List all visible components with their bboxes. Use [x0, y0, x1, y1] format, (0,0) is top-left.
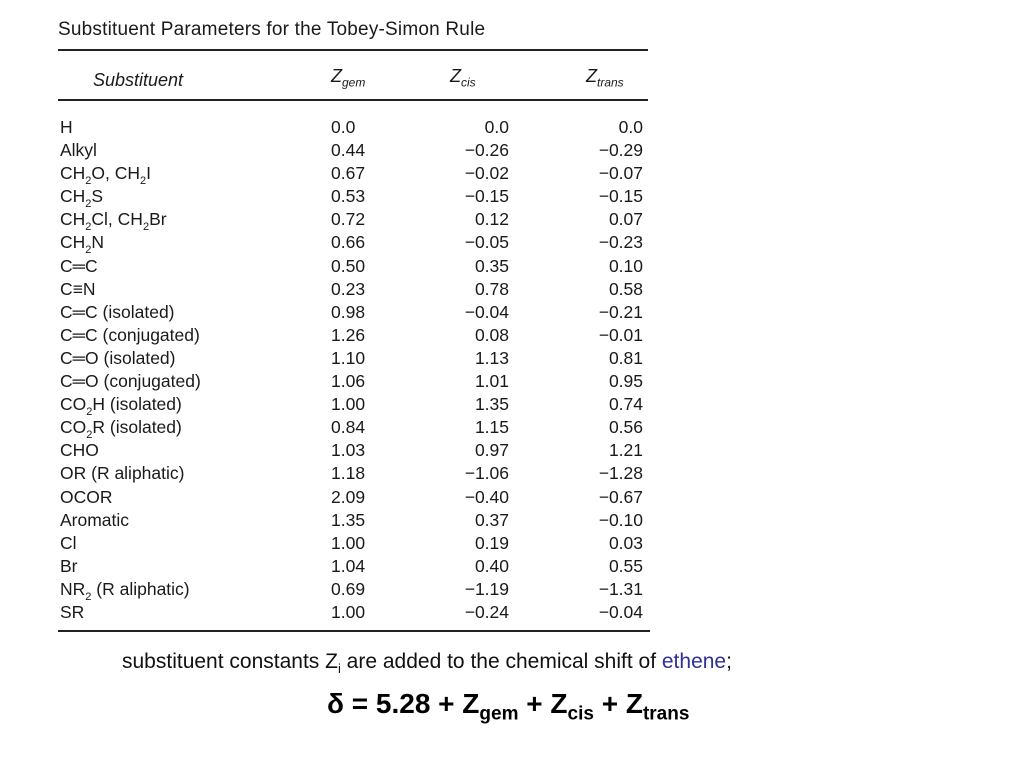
substituent-text: CHO: [60, 440, 99, 461]
z-cis-cell: −0.04: [464, 301, 509, 322]
z-gem-cell: 0.98: [331, 301, 366, 322]
z-cis-cell: 0.97: [474, 440, 509, 461]
table-row: [60, 278, 660, 301]
z-gem-cell: 0.72: [331, 209, 366, 230]
z-gem-cell: 0.69: [331, 578, 366, 599]
substituent-subscript: 2: [142, 221, 150, 234]
z-trans-cell: 0.74: [608, 394, 643, 415]
substituent-cell: [60, 278, 96, 301]
table-row: [60, 301, 660, 324]
table-row: [60, 139, 660, 162]
substituent-cell: [60, 139, 97, 162]
z-trans-cell: 0.58: [608, 278, 643, 299]
substituent-text: Cl: [60, 532, 77, 553]
header-gem-sub: gem: [342, 75, 366, 90]
substituent-subscript: 2: [85, 590, 92, 603]
z-cis-cell: 0.37: [474, 509, 509, 530]
substituent-cell: [60, 116, 73, 139]
z-cis-cell: 1.13: [474, 347, 509, 368]
z-cis-cell: 0.19: [474, 532, 509, 553]
substituent-cell: [60, 393, 182, 419]
caption-after: ;: [726, 650, 732, 673]
table-row: [60, 347, 660, 370]
substituent-text: CO: [60, 394, 87, 415]
substituent-cell: [60, 301, 175, 324]
formula-sub-cis: cis: [567, 703, 594, 725]
z-trans-cell: −0.67: [598, 486, 643, 507]
z-trans-cell: −0.29: [598, 140, 643, 161]
table-row: [60, 439, 660, 462]
z-gem-cell: 1.26: [331, 324, 366, 345]
z-cis-cell: 0.12: [474, 209, 509, 230]
z-trans-cell: −0.23: [598, 232, 643, 253]
z-cis-cell: −0.24: [464, 601, 509, 622]
z-cis-cell: −0.15: [464, 186, 509, 207]
substituent-text: C═O (conjugated): [60, 371, 201, 392]
z-gem-cell: 1.35: [331, 509, 366, 530]
z-trans-cell: 0.81: [608, 347, 643, 368]
table-row: [60, 578, 660, 601]
substituent-text: C═O (isolated): [60, 347, 176, 368]
substituent-cell: [60, 231, 105, 257]
substituent-subscript: 2: [85, 175, 92, 188]
substituent-cell: [60, 324, 200, 347]
z-gem-cell: 1.10: [331, 347, 366, 368]
header-rule: [58, 99, 648, 101]
formula: [327, 688, 689, 726]
z-trans-cell: 0.07: [608, 209, 643, 230]
substituent-cell: [60, 347, 176, 370]
header-z-trans: [586, 66, 624, 90]
z-cis-cell: −0.02: [464, 163, 509, 184]
header-cis-sub: cis: [461, 75, 476, 90]
header-z-letter: Z: [450, 66, 461, 86]
z-gem-cell: 0.0: [331, 117, 356, 137]
substituent-text: H (isolated): [92, 394, 182, 415]
table-row: [60, 185, 660, 211]
substituent-text: N: [91, 232, 105, 253]
substituent-cell: [60, 370, 201, 393]
substituent-text: S: [91, 186, 104, 207]
header-z-letter: Z: [331, 66, 342, 86]
header-substituent: Substituent: [93, 70, 184, 90]
z-gem-cell: 2.09: [331, 486, 366, 507]
z-trans-cell: −0.04: [598, 601, 643, 622]
z-cis-cell: 0.40: [474, 555, 509, 576]
ethene-link[interactable]: ethene: [661, 650, 727, 673]
substituent-cell: [60, 578, 190, 601]
substituent-text: C═C (conjugated): [60, 324, 200, 345]
formula-plus-trans: + Z: [593, 688, 643, 719]
header-z-letter: Z: [586, 66, 597, 86]
table-row: [60, 601, 660, 624]
substituent-text: CH: [60, 209, 86, 230]
substituent-subscript: 2: [85, 198, 92, 211]
z-trans-cell: 1.21: [608, 440, 643, 461]
z-gem-cell: 1.18: [331, 463, 366, 484]
z-cis-cell: −0.26: [464, 140, 509, 161]
substituent-text: Alkyl: [60, 140, 97, 161]
table-row: [60, 208, 660, 234]
table-row: [60, 116, 660, 139]
z-trans-cell: 0.03: [608, 532, 643, 553]
z-gem-cell: 1.04: [331, 555, 366, 576]
z-cis-cell: −0.05: [464, 232, 509, 253]
table-row: [60, 393, 660, 419]
substituent-cell: [60, 416, 182, 442]
substituent-text: CO: [60, 417, 87, 438]
substituent-subscript: 2: [140, 175, 147, 188]
substituent-text: Br: [149, 209, 167, 230]
header-z-gem: [331, 66, 365, 90]
substituent-text: (R aliphatic): [91, 578, 190, 599]
formula-sub-trans: trans: [642, 703, 690, 725]
bottom-rule: [58, 630, 650, 632]
substituent-text: Cl, CH: [91, 209, 143, 230]
table-row: [60, 255, 660, 278]
substituent-text: Aromatic: [60, 509, 130, 530]
caption-before: substituent constants Z: [122, 650, 338, 673]
substituent-cell: [60, 601, 84, 624]
caption: [122, 650, 732, 676]
substituent-cell: [60, 255, 98, 278]
substituent-text: C≡N: [60, 278, 96, 299]
table-row: [60, 162, 660, 188]
z-trans-cell: 0.55: [608, 555, 643, 576]
substituent-text: SR: [60, 601, 85, 622]
substituent-cell: [60, 208, 167, 234]
table-title: Substituent Parameters for the Tobey-Simon Rule: [58, 19, 486, 40]
table-row: [60, 231, 660, 257]
substituent-cell: [60, 555, 78, 578]
substituent-text: OR (R aliphatic): [60, 463, 185, 484]
formula-lhs: δ = 5.28 + Z: [327, 688, 480, 719]
caption-subscript: i: [337, 661, 341, 677]
table-row: [60, 462, 660, 485]
z-cis-cell: −0.40: [464, 486, 509, 507]
substituent-subscript: 2: [85, 221, 92, 234]
substituent-cell: [60, 162, 152, 188]
header-trans-sub: trans: [597, 75, 624, 90]
substituent-text: R (isolated): [92, 417, 182, 438]
substituent-text: CH: [60, 232, 86, 253]
table-row: [60, 416, 660, 442]
substituent-text: C═C: [60, 255, 98, 276]
z-cis-cell: 0.08: [474, 324, 509, 345]
z-cis-cell: 1.35: [474, 394, 509, 415]
formula-plus-cis: + Z: [518, 688, 568, 719]
z-trans-cell: −0.15: [598, 186, 643, 207]
formula-sub-gem: gem: [479, 703, 519, 725]
z-gem-cell: 1.00: [331, 532, 366, 553]
z-cis-cell: 0.35: [474, 255, 509, 276]
z-gem-cell: 0.23: [331, 278, 366, 299]
substituent-subscript: 2: [86, 429, 93, 442]
z-trans-cell: −0.10: [598, 509, 643, 530]
z-cis-cell: −1.06: [464, 463, 509, 484]
z-gem-cell: 1.06: [331, 371, 366, 392]
substituent-text: CH: [60, 186, 86, 207]
substituent-text: O, CH: [91, 163, 141, 184]
substituent-text: I: [146, 163, 152, 184]
substituent-cell: [60, 509, 129, 532]
substituent-text: H: [60, 117, 73, 137]
substituent-subscript: 2: [85, 244, 92, 257]
substituent-text: Br: [60, 555, 78, 576]
z-gem-cell: 0.53: [331, 186, 366, 207]
z-cis-cell: 1.01: [474, 371, 509, 392]
z-trans-cell: −0.21: [598, 301, 643, 322]
z-gem-cell: 0.67: [331, 163, 366, 184]
top-rule: [58, 49, 648, 51]
z-gem-cell: 0.50: [331, 255, 366, 276]
z-trans-cell: 0.0: [618, 117, 643, 137]
z-cis-cell: 0.0: [484, 117, 509, 137]
substituent-text: NR: [60, 578, 86, 599]
z-trans-cell: −0.01: [598, 324, 643, 345]
z-trans-cell: −1.28: [598, 463, 643, 484]
substituent-text: CH: [60, 163, 86, 184]
substituent-text: C═C (isolated): [60, 301, 175, 322]
z-gem-cell: 1.03: [331, 440, 366, 461]
substituent-cell: [60, 185, 104, 211]
z-trans-cell: −1.31: [598, 578, 643, 599]
caption-middle: are added to the chemical shift of: [340, 650, 662, 673]
substituent-subscript: 2: [86, 406, 93, 419]
table-body: [60, 116, 660, 624]
z-cis-cell: 0.78: [474, 278, 509, 299]
z-gem-cell: 0.84: [331, 417, 366, 438]
z-trans-cell: 0.95: [608, 371, 643, 392]
table-row: [60, 555, 660, 578]
table-row: [60, 532, 660, 555]
substituent-text: OCOR: [60, 486, 113, 507]
z-cis-cell: −1.19: [464, 578, 509, 599]
substituent-cell: [60, 486, 113, 509]
z-trans-cell: 0.10: [608, 255, 643, 276]
z-trans-cell: 0.56: [608, 417, 643, 438]
table-row: [60, 486, 660, 509]
z-cis-cell: 1.15: [474, 417, 509, 438]
z-gem-cell: 0.44: [331, 140, 366, 161]
table-row: [60, 509, 660, 532]
substituent-cell: [60, 439, 99, 462]
table-row: [60, 324, 660, 347]
header-z-cis: [450, 66, 476, 90]
z-gem-cell: 1.00: [331, 394, 366, 415]
z-trans-cell: −0.07: [598, 163, 643, 184]
z-gem-cell: 1.00: [331, 601, 366, 622]
table-row: [60, 370, 660, 393]
substituent-cell: [60, 532, 77, 555]
substituent-cell: [60, 462, 184, 485]
z-gem-cell: 0.66: [331, 232, 366, 253]
